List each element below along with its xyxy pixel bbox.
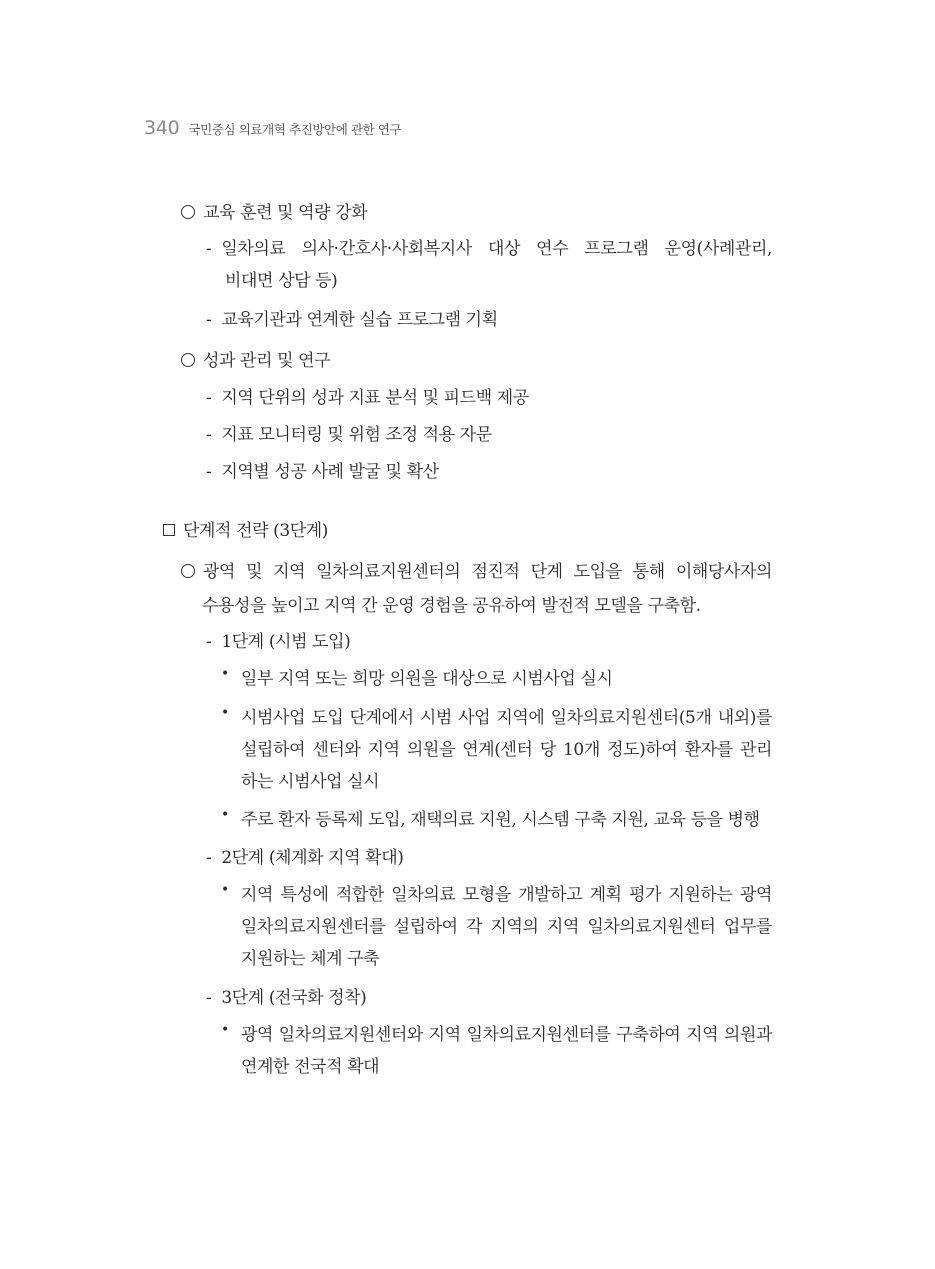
bullet-marker: • xyxy=(221,705,230,721)
item-text: 지역 단위의 성과 지표 분석 및 피드백 제공 xyxy=(221,388,529,408)
square-bullet-icon xyxy=(163,524,175,536)
item-text: 지표 모니터링 및 위험 조정 적용 자문 xyxy=(221,425,492,445)
phase-title-text: 1단계 (시범 도입) xyxy=(221,632,351,652)
phase-title-text: 2단계 (체계화 지역 확대) xyxy=(221,848,404,868)
running-header xyxy=(144,117,401,139)
subheading-text: 교육 훈련 및 역량 강화 xyxy=(203,203,368,223)
book-title: 국민중심 의료개혁 추진방안에 관한 연구 xyxy=(188,122,402,137)
dash-item xyxy=(206,305,498,330)
item-text: 교육기관과 연계한 실습 프로그램 기획 xyxy=(221,310,498,330)
dash-item-continuation: 비대면 상담 등) xyxy=(225,271,338,291)
bullet-item: 지역 특성에 적합한 일차의료 모형을 개발하고 계획 평가 지원하는 광역 xyxy=(241,885,772,905)
dash-item xyxy=(206,234,772,259)
dash-item xyxy=(206,457,439,482)
paragraph-continuation: 수용성을 높이고 지역 간 운영 경험을 공유하여 발전적 모델을 구축함. xyxy=(202,596,701,616)
phase-1-title xyxy=(206,627,350,652)
dash-marker: - xyxy=(206,310,212,330)
bullet-item: 일부 지역 또는 희망 의원을 대상으로 시범사업 실시 xyxy=(241,669,613,689)
bullet-item-continuation: 연계한 전국적 확대 xyxy=(241,1057,380,1077)
dash-marker: - xyxy=(206,239,212,259)
bullet-marker: • xyxy=(221,882,230,898)
subheading-text: 성과 관리 및 연구 xyxy=(203,351,331,371)
paragraph-text: 광역 및 지역 일차의료지원센터의 점진적 단계 도입을 통해 이해당사자의 xyxy=(203,562,772,582)
dash-item xyxy=(206,383,529,408)
bullet-item-continuation: 하는 시범사업 실시 xyxy=(241,772,380,792)
bullet-item: 주로 환자 등록제 도입, 재택의료 지원, 시스템 구축 지원, 교육 등을 병행 xyxy=(241,810,760,830)
bullet-marker: • xyxy=(221,666,230,682)
subheading-performance-management xyxy=(181,346,330,371)
dash-item xyxy=(206,420,492,445)
circle-bullet-icon xyxy=(181,564,195,578)
circle-bullet-icon xyxy=(181,205,195,219)
circle-bullet-icon xyxy=(181,353,195,367)
phase-3-title xyxy=(206,983,366,1008)
phase-title-text: 3단계 (전국화 정착) xyxy=(221,988,367,1008)
bullet-item: 시범사업 도입 단계에서 시범 사업 지역에 일차의료지원센터(5개 내외)를 xyxy=(241,708,772,728)
dash-marker: - xyxy=(206,632,212,652)
section-heading-text: 단계적 전략 (3단계) xyxy=(183,521,329,541)
dash-marker: - xyxy=(206,388,212,408)
bullet-marker: • xyxy=(221,807,230,823)
section-heading xyxy=(163,516,328,541)
dash-marker: - xyxy=(206,462,212,482)
bullet-marker: • xyxy=(221,1022,230,1038)
subheading-education-training xyxy=(181,198,367,223)
dash-marker: - xyxy=(206,988,212,1008)
bullet-item-continuation: 설립하여 센터와 지역 의원을 연계(센터 당 10개 정도)하여 환자를 관리 xyxy=(241,740,772,760)
item-text: 지역별 성공 사례 발굴 및 확산 xyxy=(221,462,439,482)
bullet-item-continuation: 일차의료지원센터를 설립하여 각 지역의 지역 일차의료지원센터 업무를 xyxy=(241,917,772,937)
item-text: 일차의료 의사·간호사·사회복지사 대상 연수 프로그램 운영(사례관리, xyxy=(221,239,772,259)
bullet-item: 광역 일차의료지원센터와 지역 일차의료지원센터를 구축하여 지역 의원과 xyxy=(241,1025,772,1045)
dash-marker: - xyxy=(206,425,212,445)
subheading-phased-intro xyxy=(181,557,772,582)
bullet-item-continuation: 지원하는 체계 구축 xyxy=(241,949,380,969)
dash-marker: - xyxy=(206,848,212,868)
page-number: 340 xyxy=(144,117,180,139)
phase-2-title xyxy=(206,843,403,868)
